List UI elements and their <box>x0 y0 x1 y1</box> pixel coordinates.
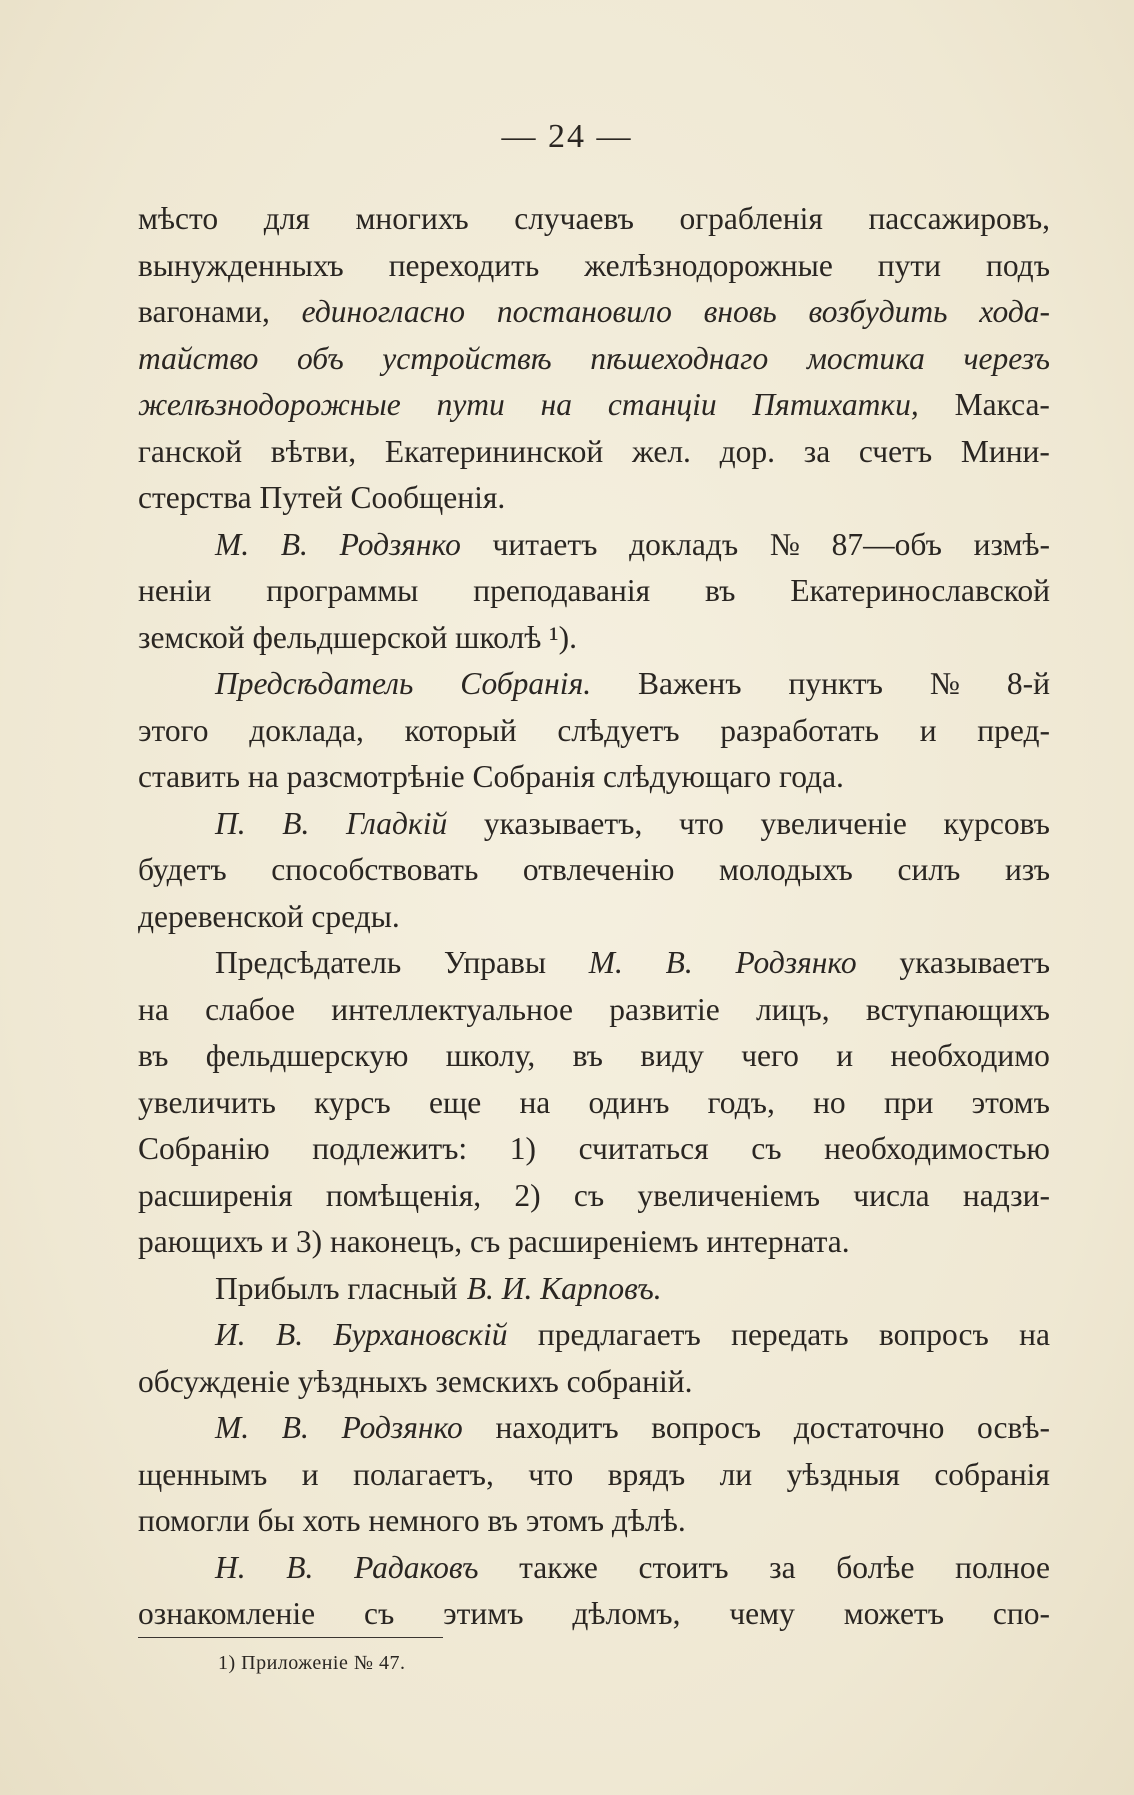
italic-word: устройствѣ <box>382 340 552 376</box>
word: съ <box>751 1131 782 1166</box>
italic-word: В. <box>282 805 310 841</box>
text-line <box>138 1312 1050 1359</box>
word: вагонами, <box>138 294 270 329</box>
footnote: 1) Приложеніе № 47. <box>218 1652 406 1674</box>
word: Макса- <box>954 387 1050 422</box>
text-line <box>138 1591 1050 1638</box>
word: 8-й <box>1006 666 1050 701</box>
italic-word: Пятихатки, <box>752 387 919 422</box>
text-line <box>138 522 1050 569</box>
word: увеличить <box>138 1084 276 1120</box>
word: въ <box>705 573 736 608</box>
text-line <box>138 1266 1050 1313</box>
text-line <box>138 708 1050 755</box>
word: чего <box>741 1038 799 1073</box>
word: предлагаетъ <box>537 1317 701 1352</box>
word: подъ <box>985 247 1050 283</box>
text-line <box>138 196 1050 243</box>
italic-word: на <box>540 387 573 422</box>
italic-word: М. <box>588 945 623 980</box>
text-line <box>138 336 1050 383</box>
word: за <box>769 1549 796 1585</box>
word: находитъ <box>495 1410 619 1445</box>
text-line <box>138 615 1050 662</box>
italic-word: Родзянко <box>735 945 857 980</box>
italic-word: Н. <box>215 1549 246 1585</box>
word: этого <box>138 712 209 748</box>
word: можетъ <box>843 1596 944 1631</box>
text-line <box>138 801 1050 848</box>
word: фельдшерскую <box>205 1038 409 1073</box>
word: дѣломъ, <box>572 1596 681 1631</box>
text-line <box>138 382 1050 429</box>
italic-word: Предсѣдатель <box>215 666 414 701</box>
word: программы <box>266 573 419 608</box>
word: разработать <box>720 712 879 748</box>
text-line <box>138 289 1050 336</box>
italic-word: постановило <box>496 294 672 329</box>
word: достаточно <box>793 1410 945 1445</box>
word: мѣсто <box>138 201 219 236</box>
text-line <box>138 987 1050 1034</box>
text-segment: земской фельдшерской школѣ ¹). <box>138 619 577 655</box>
text-line <box>138 1173 1050 1220</box>
word: пути <box>877 247 942 283</box>
word: собранія <box>934 1456 1050 1492</box>
word: чему <box>729 1596 795 1631</box>
word: дор. <box>719 433 776 469</box>
word: передать <box>731 1317 849 1352</box>
word: 1) <box>509 1131 537 1166</box>
word: врядъ <box>607 1456 686 1492</box>
word: переходить <box>388 247 540 283</box>
word: доклада, <box>249 712 364 748</box>
italic-word: вновь <box>703 294 777 329</box>
word: подлежитъ: <box>312 1131 468 1166</box>
text-line <box>138 429 1050 476</box>
word: Екатеринославской <box>790 573 1050 608</box>
word: будетъ <box>138 852 227 887</box>
word: ли <box>719 1456 753 1492</box>
word: спо- <box>992 1596 1050 1631</box>
word: читаетъ <box>492 526 598 562</box>
word: полагаетъ, <box>353 1456 494 1492</box>
word: 2) <box>514 1177 541 1213</box>
word: щеннымъ <box>138 1456 268 1492</box>
text-segment: рающихъ и 3) наконецъ, съ расширеніемъ интерната. <box>138 1224 850 1259</box>
word: увеличеніемъ <box>637 1177 821 1213</box>
word: изъ <box>1004 852 1050 887</box>
italic-word: единогласно <box>301 294 466 329</box>
word: расширенія <box>138 1177 293 1213</box>
text-line <box>138 1126 1050 1173</box>
word: числа <box>853 1177 930 1213</box>
word: и <box>919 712 937 748</box>
text-line <box>138 847 1050 894</box>
word: полное <box>955 1549 1050 1585</box>
word: пассажировъ, <box>868 201 1050 236</box>
text-line <box>138 1498 1050 1545</box>
word: № <box>769 526 800 562</box>
word: пунктъ <box>788 666 883 701</box>
word: съ <box>363 1596 395 1631</box>
italic-word: пути <box>436 387 505 422</box>
word: Собранію <box>138 1131 270 1166</box>
italic-word: М. <box>215 1410 250 1445</box>
word: виду <box>640 1038 704 1073</box>
text-line <box>138 894 1050 941</box>
italic-word: желѣзнодорожные <box>138 387 401 422</box>
word: въ <box>572 1038 603 1073</box>
word: развитіе <box>609 991 720 1027</box>
italic-word: Гладкій <box>345 805 448 841</box>
word: что <box>678 805 724 841</box>
text-segment: деревенской среды. <box>138 898 400 934</box>
word: преподаванія <box>473 573 651 608</box>
word: на <box>1019 1317 1050 1352</box>
word: необходимостью <box>824 1131 1050 1166</box>
word: съ <box>573 1177 605 1213</box>
word: Предсѣдатель <box>215 945 402 980</box>
word: уѣздныя <box>786 1456 900 1492</box>
word: при <box>883 1084 934 1120</box>
word: слѣдуетъ <box>557 712 680 748</box>
italic-word: Родзянко <box>339 526 461 562</box>
text-line <box>138 940 1050 987</box>
word: курсъ <box>314 1084 391 1120</box>
italic-word: П. <box>215 805 246 841</box>
word: Управы <box>443 945 547 980</box>
footnote-rule <box>138 1637 443 1638</box>
word: Мини- <box>960 433 1050 469</box>
word: но <box>813 1084 846 1120</box>
word: силъ <box>897 852 961 887</box>
word: докладъ <box>629 526 739 562</box>
word: измѣ- <box>973 526 1050 562</box>
italic-word: Бурхановскій <box>333 1317 508 1352</box>
text-segment: ставить на разсмотрѣніе Собранія слѣдующаго года. <box>138 759 844 794</box>
word: считаться <box>578 1131 709 1166</box>
word: который <box>404 712 517 748</box>
word: еще <box>428 1084 482 1120</box>
word: молодыхъ <box>718 852 853 887</box>
text-line <box>138 754 1050 801</box>
word: болѣе <box>836 1549 915 1585</box>
word: надзи- <box>962 1177 1050 1213</box>
word: необходимо <box>890 1038 1050 1073</box>
italic-word: В. <box>280 526 308 562</box>
text-segment: стерства Путей Сообщенія. <box>138 480 506 515</box>
italic-word: станціи <box>607 387 717 422</box>
word: указываетъ, <box>483 805 643 841</box>
word: и <box>836 1038 854 1073</box>
italic-word: Радаковъ <box>354 1549 479 1585</box>
word: отвлеченію <box>522 852 675 887</box>
italic-text: В. И. Карповъ. <box>466 1270 662 1306</box>
word: стоитъ <box>638 1549 729 1585</box>
text-segment: помогли бы хоть немного въ этомъ дѣлѣ. <box>138 1503 686 1538</box>
word: счетъ <box>858 433 933 469</box>
word: ограбленія <box>679 201 823 236</box>
word: увеличеніе <box>760 805 907 841</box>
word: Екатерининской <box>384 433 604 469</box>
word: слабое <box>205 991 295 1027</box>
word: курсовъ <box>943 805 1050 841</box>
word: освѣ- <box>977 1410 1050 1445</box>
italic-word: В. <box>286 1549 314 1585</box>
text-line <box>138 1219 1050 1266</box>
word: вступающихъ <box>865 991 1050 1027</box>
word: многихъ <box>355 201 469 236</box>
text-segment: обсужденіе уѣздныхъ земскихъ собраній. <box>138 1363 693 1399</box>
word: этимъ <box>443 1596 524 1631</box>
word: годъ, <box>707 1084 775 1120</box>
italic-word: И. <box>215 1317 246 1352</box>
word: случаевъ <box>514 201 634 236</box>
word: неніи <box>138 573 212 608</box>
word: на <box>138 991 169 1027</box>
text-segment: Прибылъ гласный <box>215 1270 458 1306</box>
word: школу, <box>445 1038 536 1073</box>
page-number: — 24 — <box>501 118 633 155</box>
word: Важенъ <box>638 666 742 701</box>
word: способствовать <box>271 852 479 887</box>
word: за <box>803 433 831 469</box>
text-line <box>138 475 1050 522</box>
text-line <box>138 1405 1050 1452</box>
word: вопросъ <box>878 1317 989 1352</box>
word: помѣщенія, <box>325 1177 482 1213</box>
word: одинъ <box>588 1084 670 1120</box>
italic-word: В. <box>275 1317 304 1352</box>
text-line <box>138 243 1050 290</box>
word: также <box>519 1549 598 1585</box>
word: указываетъ <box>899 945 1050 980</box>
italic-word: мостика <box>806 340 925 376</box>
word: въ <box>138 1038 169 1073</box>
word: и <box>301 1456 319 1492</box>
word: лицъ, <box>755 991 830 1027</box>
italic-word: М. <box>215 526 250 562</box>
word: интеллектуальное <box>331 991 574 1027</box>
word: вопросъ <box>651 1410 762 1445</box>
italic-word: тайство <box>138 340 259 376</box>
italic-word: В. <box>665 945 693 980</box>
italic-word: возбудить <box>808 294 948 329</box>
word: желѣзнодорожные <box>584 247 833 283</box>
word: на <box>519 1084 551 1120</box>
word: этомъ <box>971 1084 1050 1120</box>
italic-word: хода- <box>979 294 1050 329</box>
word: ганской <box>138 433 243 469</box>
word: ознакомленіе <box>138 1596 316 1631</box>
text-line <box>138 1545 1050 1592</box>
word: 87—объ <box>831 526 942 562</box>
italic-word: объ <box>296 340 344 376</box>
word: вынужденныхъ <box>138 247 344 283</box>
word: вѣтви, <box>270 433 357 469</box>
word: для <box>263 201 310 236</box>
text-line <box>138 661 1050 708</box>
italic-word: черезъ <box>963 340 1050 376</box>
word: что <box>528 1456 574 1492</box>
word: пред- <box>977 712 1050 748</box>
text-line <box>138 1080 1050 1127</box>
text-line <box>138 1033 1050 1080</box>
word: жел. <box>632 433 691 469</box>
italic-word: пѣшеходнаго <box>590 340 769 376</box>
text-line <box>138 568 1050 615</box>
italic-word: Собранія. <box>460 666 592 701</box>
italic-word: Родзянко <box>341 1410 463 1445</box>
text-line <box>138 1359 1050 1406</box>
italic-word: В. <box>281 1410 309 1445</box>
word: № <box>929 666 960 701</box>
body-text <box>138 196 1050 1638</box>
text-line <box>138 1452 1050 1499</box>
